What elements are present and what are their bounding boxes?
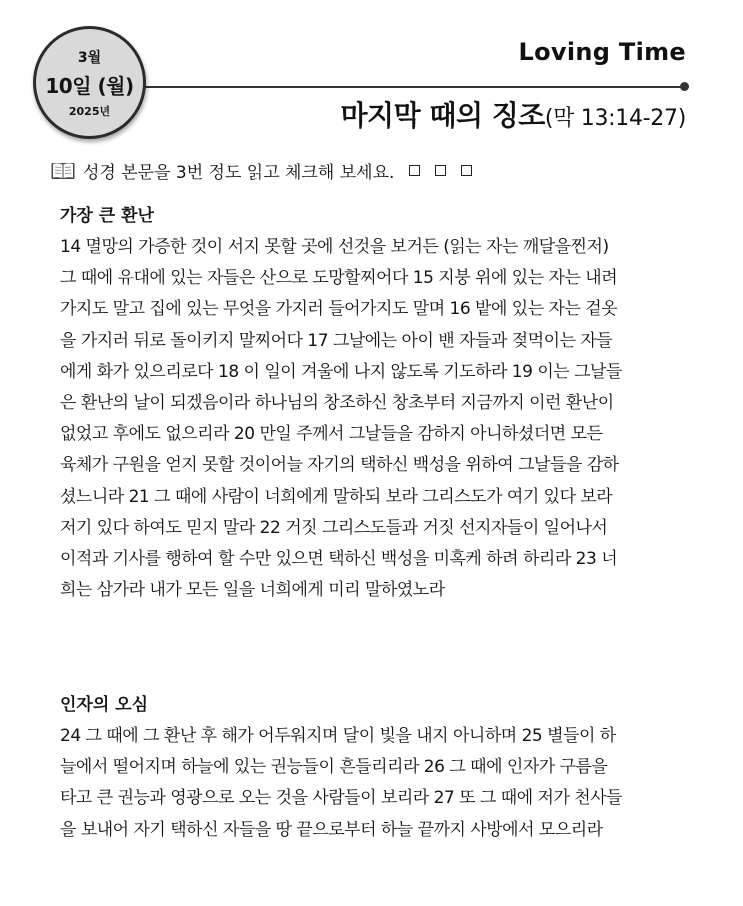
header-divider	[140, 86, 683, 88]
verse-line: 이적과 기사를 행하여 할 수만 있으면 택하신 백성을 미혹케 하려 하리라 23 너	[60, 549, 618, 570]
verse-line: 육체가 구원을 얻지 못할 것이어늘 자기의 택하신 백성을 위하여 그날들을 감하	[60, 455, 619, 476]
verse-line: 은 환난의 날이 되겠음이라 하나님의 창조하신 창초부터 지금까지 이런 환난이	[60, 393, 614, 414]
verse-line: 늘에서 떨어지며 하늘에 있는 권능들이 흔들리리라 26 그 때에 인자가 구름을	[60, 757, 608, 778]
verse-line: 24 그 때에 그 환난 후 해가 어두워지며 달이 빛을 내지 아니하며 25 별들이 하	[60, 726, 616, 746]
section-great-tribulation	[60, 204, 700, 606]
verse-line: 타고 큰 권능과 영광으로 오는 것을 사람들이 보리라 27 또 그 때에 저가 천사들	[60, 788, 623, 809]
page-title	[341, 94, 687, 134]
read-checkbox-3[interactable]	[461, 165, 472, 176]
verse-line: 셨느니라 21 그 때에 사람이 너희에게 말하되 보라 그리스도가 여기 있다 보라	[60, 486, 613, 507]
brand-title: Loving Time	[518, 38, 686, 66]
verse-line: 14 멸망의 가증한 것이 서지 못할 곳에 선것을 보거든 (읽는 자는 깨달을찐저)	[60, 237, 609, 257]
verse-line: 저기 있다 하여도 믿지 말라 22 거짓 그리스도들과 거짓 선지자들이 일어나서	[60, 517, 608, 538]
section-coming-of-son-of-man	[60, 693, 700, 846]
section-heading: 가장 큰 환난	[60, 206, 154, 226]
verse-line: 을 가지러 뒤로 돌이키지 말찌어다 17 그날에는 아이 밴 자들과 젖먹이는 자들	[60, 330, 613, 351]
verse-line: 가지도 말고 집에 있는 무엇을 가지러 들어가지도 말며 16 밭에 있는 자는 겉옷	[60, 299, 618, 320]
instruction-text: 성경 본문을 3번 정도 읽고 체크해 보세요.	[83, 163, 395, 183]
open-book-icon	[51, 161, 75, 181]
verse-line: 그 때에 유대에 있는 자들은 산으로 도망할찌어다 15 지붕 위에 있는 자는 내려	[60, 268, 618, 289]
date-badge	[33, 26, 146, 139]
verse-line: 없었고 후에도 없으리라 20 만일 주께서 그날들을 감하지 아니하셨더면 모든	[60, 424, 603, 445]
section-heading: 인자의 오심	[60, 695, 149, 715]
title-main: 마지막 때의 징조	[340, 99, 545, 132]
read-checkbox-2[interactable]	[435, 165, 446, 176]
verse-line: 희는 삼가라 내가 모든 일을 너희에게 미리 말하였노라	[60, 580, 445, 601]
divider-dot	[680, 82, 689, 91]
title-reference: (막 13:14-27)	[544, 106, 686, 131]
verse-line: 을 보내어 자기 택하신 자들을 땅 끝으로부터 하늘 끝까지 사방에서 모으리라	[60, 819, 603, 840]
read-checkbox-1[interactable]	[409, 165, 420, 176]
date-day: 10일 (월)	[45, 74, 134, 98]
date-month: 3월	[77, 50, 102, 66]
date-year: 2025년	[68, 105, 111, 118]
verse-line: 에게 화가 있으리로다 18 이 일이 겨울에 나지 않도록 기도하라 19 이는 그날들	[60, 361, 622, 382]
reading-instruction	[51, 158, 472, 183]
